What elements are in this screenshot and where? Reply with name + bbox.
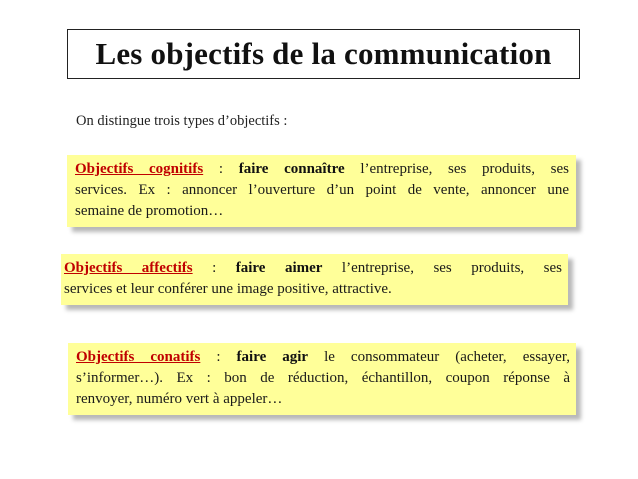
intro-text: On distingue trois types d’objectifs : bbox=[76, 113, 288, 129]
conative-verb: faire agir bbox=[236, 349, 309, 365]
affective-line-1-rest: l’entreprise, ses produits, ses bbox=[322, 260, 562, 276]
conative-line-2: s’informer…). Ex : bon de réduction, échantillon, coupon réponse à bbox=[76, 370, 570, 386]
affective-separator: : bbox=[192, 260, 236, 276]
conative-separator: : bbox=[200, 349, 237, 365]
conative-objective-name: Objectifs conatifs bbox=[76, 349, 201, 365]
affective-line-2: services et leur conférer une image positive, attractive. bbox=[64, 281, 392, 297]
affective-objective-name: Objectifs affectifs bbox=[64, 260, 193, 276]
cognitive-line-3: semaine de promotion… bbox=[75, 203, 224, 219]
conative-line-1-rest: le consommateur (acheter, essayer, bbox=[308, 349, 570, 365]
cognitive-separator: : bbox=[203, 161, 239, 177]
affective-verb: faire aimer bbox=[235, 260, 323, 276]
conative-line-3: renvoyer, numéro vert à appeler… bbox=[76, 391, 283, 407]
cognitive-line-2: services. Ex : annoncer l’ouverture d’un point de vente, annoncer une bbox=[75, 182, 569, 198]
affective-line-1 bbox=[64, 258, 562, 279]
conative-objective-card bbox=[68, 343, 576, 415]
cognitive-line-1-rest: l’entreprise, ses produits, ses bbox=[344, 161, 569, 177]
conative-line-1 bbox=[76, 347, 570, 368]
cognitive-objective-card bbox=[67, 155, 576, 227]
title-box bbox=[67, 29, 580, 79]
affective-objective-card bbox=[61, 254, 568, 305]
cognitive-objective-name: Objectifs cognitifs bbox=[75, 161, 204, 177]
cognitive-verb: faire connaître bbox=[238, 161, 345, 177]
cognitive-line-1 bbox=[75, 159, 569, 180]
page-title: Les objectifs de la communication bbox=[95, 36, 552, 71]
